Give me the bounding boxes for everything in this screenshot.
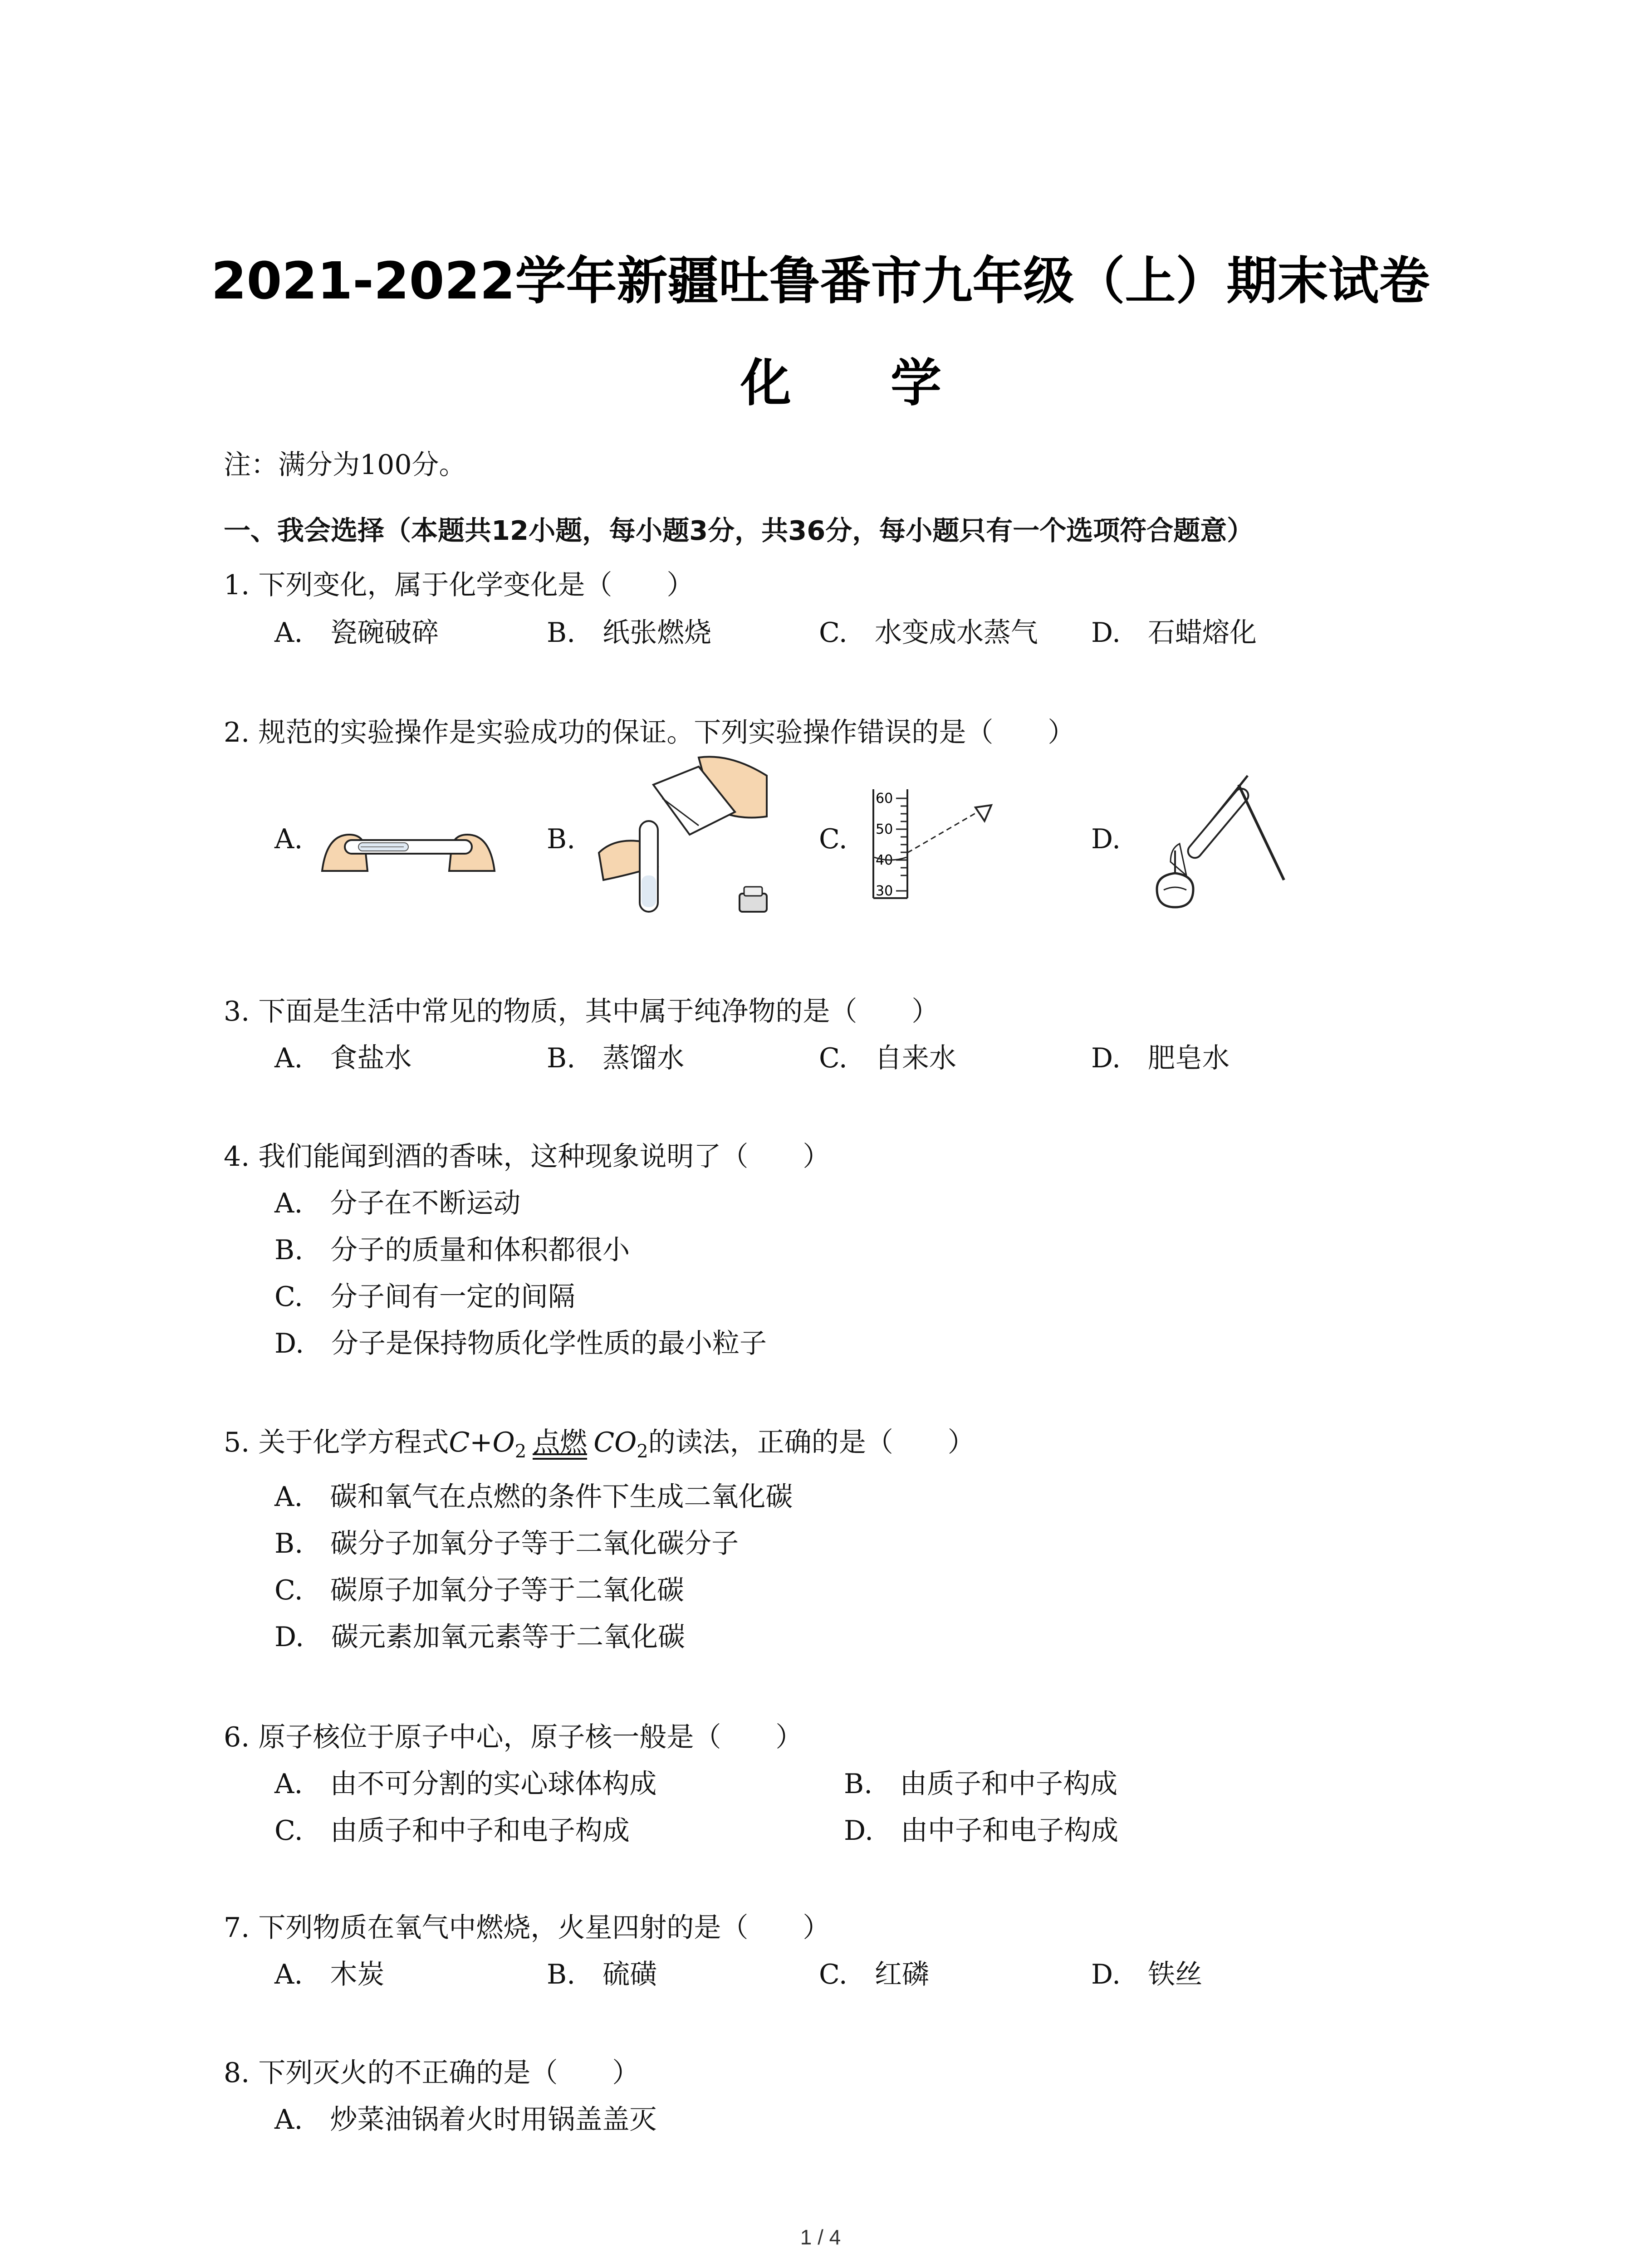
option: C. 自来水 [819,1042,956,1074]
tick-label: 30 [876,883,893,899]
question-stem: 3. 下面是生活中常见的物质，其中属于纯净物的是（ ） [224,996,939,1027]
option-label: D. [1091,823,1121,855]
score-note: 注：满分为100分。 [224,449,466,481]
exam-subject: 化 学 [740,354,982,413]
option: D. 由中子和电子构成 [844,1815,1119,1847]
option: A. 分子在不断运动 [274,1188,521,1219]
option: C. 由质子和中子和电子构成 [274,1815,630,1847]
question-stem: 7. 下列物质在氧气中燃烧，火星四射的是（ ） [224,1912,830,1944]
equation-plus: + [470,1427,493,1458]
option: A. 炒菜油锅着火时用锅盖盖灭 [274,2104,657,2136]
option: B. 蒸馏水 [547,1042,685,1074]
stem-prefix: 5. 关于化学方程式 [224,1427,449,1458]
option: D. 碳元素加氧元素等于二氧化碳 [274,1621,686,1653]
equation-product: CO [593,1427,637,1458]
stem-suffix: 的读法，正确的是（ ） [648,1427,975,1458]
test-tube-hand-warming-icon [318,803,499,889]
option: C. 分子间有一定的间隔 [274,1281,575,1313]
option: D. 分子是保持物质化学性质的最小粒子 [274,1328,767,1359]
option: A. 由不可分割的实心球体构成 [274,1768,657,1800]
option: A. 碳和氧气在点燃的条件下生成二氧化碳 [274,1481,793,1513]
option: C. 红磷 [819,1959,929,1990]
option-label: B. [547,823,576,855]
option: C. 碳原子加氧分子等于二氧化碳 [274,1574,684,1606]
equation-oxygen: O [492,1427,515,1458]
equation-carbon: C [449,1427,470,1458]
question-stem: 2. 规范的实验操作是实验成功的保证。下列实验操作错误的是（ ） [224,717,1075,748]
option: B. 纸张燃烧 [547,617,712,649]
page-number: 1 / 4 [800,2225,841,2249]
option-label: C. [819,823,847,855]
option: B. 碳分子加氧分子等于二氧化碳分子 [274,1528,739,1559]
tick-label: 50 [876,821,893,837]
option: A. 木炭 [274,1959,385,1990]
question-stem: 1. 下列变化，属于化学变化是（ ） [224,569,694,601]
option: B. 由质子和中子构成 [844,1768,1118,1800]
section-heading: 一、我会选择（本题共12小题，每小题3分，共36分，每小题只有一个选项符合题意） [224,515,1254,546]
option: B. 硫磺 [547,1959,657,1990]
question-stem [224,1424,975,1470]
equation-condition: 点燃 [533,1424,587,1461]
option: B. 分子的质量和体积都很小 [274,1234,630,1266]
exam-title: 2021-2022学年新疆吐鲁番市九年级（上）期末试卷 [211,252,1430,311]
option: D. 肥皂水 [1091,1042,1230,1074]
option: A. 食盐水 [274,1042,412,1074]
option: D. 石蜡熔化 [1091,617,1257,649]
option: C. 水变成水蒸气 [819,617,1038,649]
question-stem: 4. 我们能闻到酒的香味，这种现象说明了（ ） [224,1141,830,1173]
equation-subscript: 2 [514,1441,527,1462]
tick-label: 60 [876,791,893,807]
question-stem: 6. 原子核位于原子中心，原子核一般是（ ） [224,1721,803,1753]
option-label: A. [274,823,303,855]
question-stem: 8. 下列灭火的不正确的是（ ） [224,2057,640,2089]
tick-label: 40 [876,852,893,868]
pouring-liquid-icon [585,748,776,925]
graduated-cylinder-reading-icon [864,785,1000,903]
heating-test-tube-icon [1143,771,1293,916]
option: A. 瓷碗破碎 [274,617,439,649]
option: D. 铁丝 [1091,1959,1203,1990]
equation-subscript: 2 [637,1441,648,1462]
